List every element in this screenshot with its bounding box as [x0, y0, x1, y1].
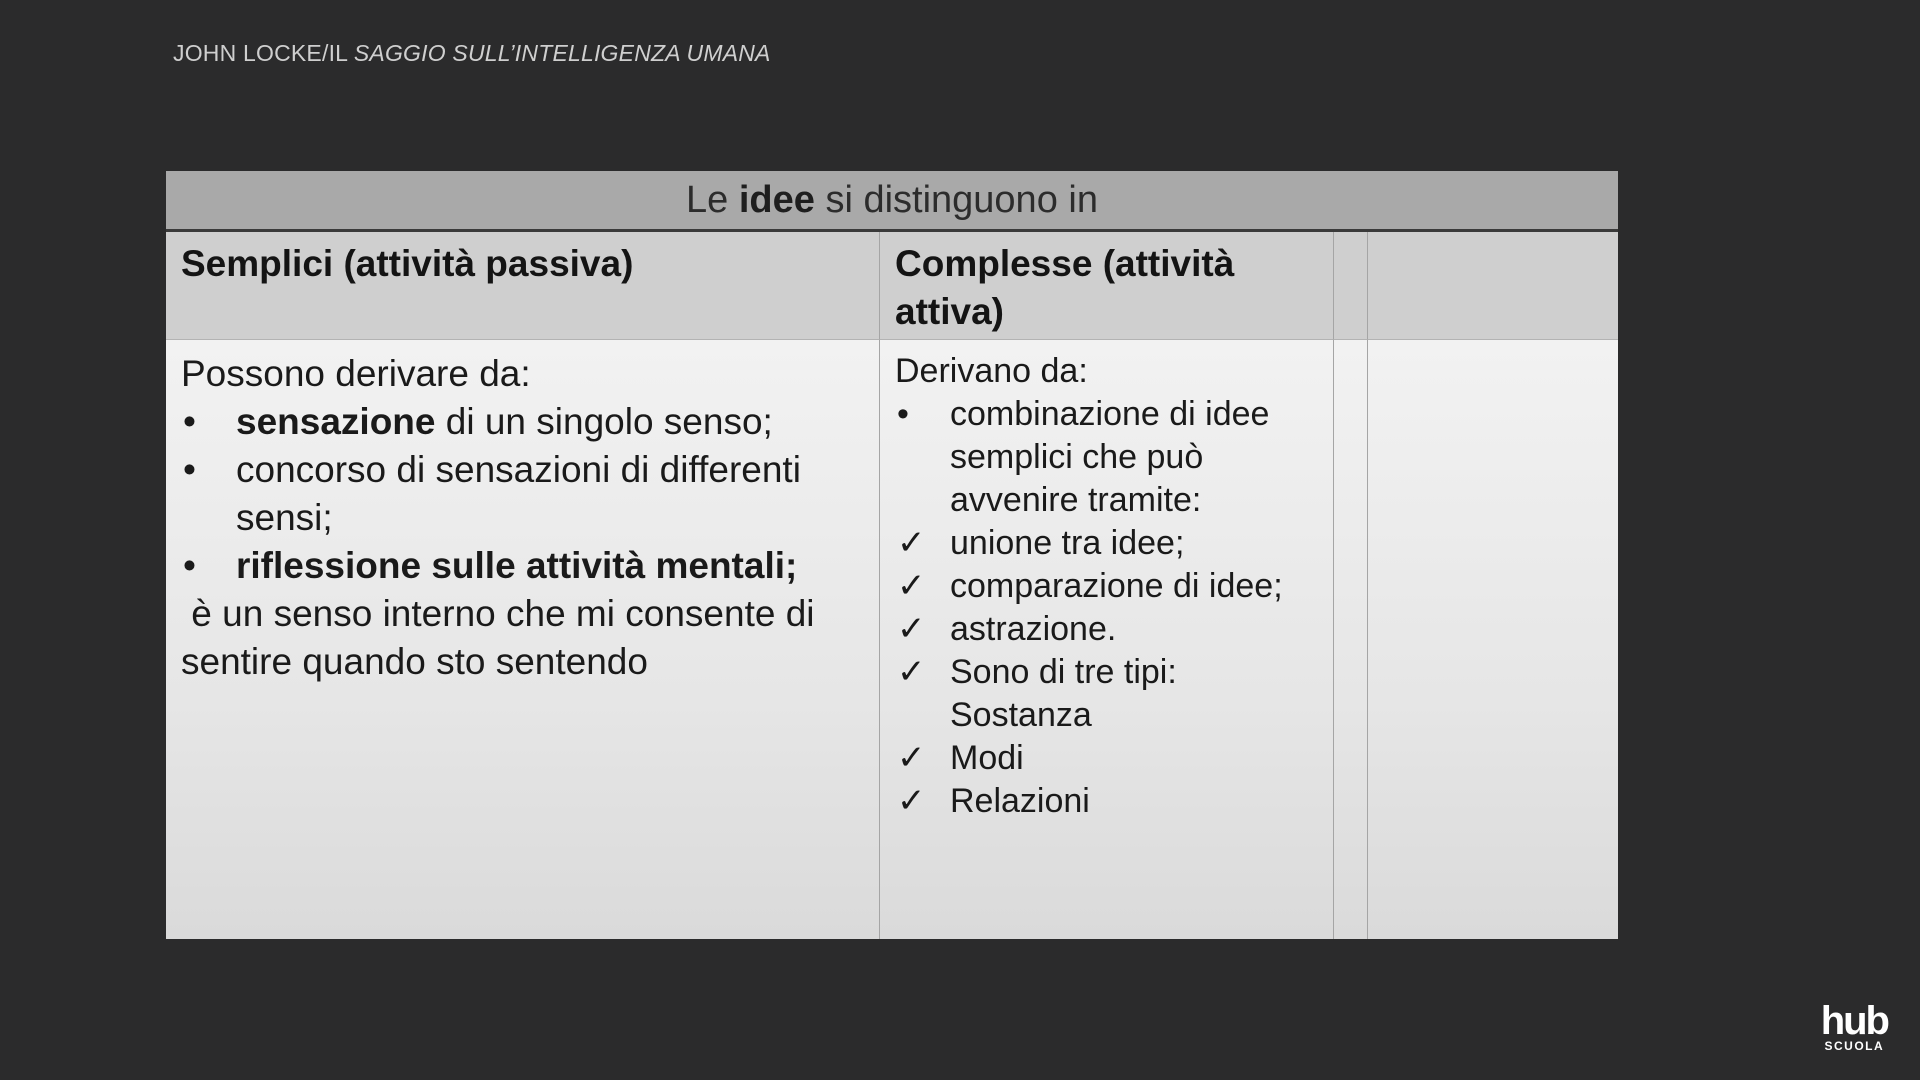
list-item: [895, 608, 1325, 651]
bullet-marker: •: [183, 401, 196, 442]
list-item: [181, 398, 869, 446]
list-item: [181, 446, 869, 542]
check-text: comparazione di idee;: [950, 567, 1283, 605]
check-text: unione tra idee;: [950, 524, 1185, 562]
table-grid: [166, 232, 1618, 939]
col4-header: [1368, 232, 1618, 340]
col4-body: [1368, 340, 1618, 939]
logo-sub: SCUOLA: [1824, 1039, 1885, 1053]
col3-body: [1334, 340, 1368, 939]
bullet-text: concorso di sensazioni di differenti sensi;: [236, 449, 801, 538]
breadcrumb-prefix: JOHN LOCKE/IL: [173, 40, 354, 66]
bullet-bold: riflessione sulle attività mentali;: [236, 545, 798, 586]
bullet-bold: sensazione: [236, 401, 436, 442]
check-icon: ✓: [897, 739, 926, 777]
logo-main: hub: [1820, 999, 1888, 1043]
check-text: astrazione.: [950, 610, 1117, 648]
col3-header: [1334, 232, 1368, 340]
list-item: [895, 522, 1325, 565]
title-pre: Le: [686, 178, 739, 221]
bullet-marker: •: [897, 395, 909, 433]
bullet-text: combinazione di idee semplici che può avvenire tramite:: [950, 395, 1270, 519]
check-icon: ✓: [897, 567, 926, 605]
title-post: si distinguono in: [814, 178, 1098, 221]
table-title: [166, 171, 1618, 232]
breadcrumb: [173, 40, 771, 67]
list-item: [895, 780, 1325, 823]
col1-trailing: è un senso interno che mi consente di sentire quando sto sentendo: [181, 593, 825, 682]
col1-intro: Possono derivare da:: [181, 353, 531, 394]
list-item: [895, 565, 1325, 608]
list-item: [895, 651, 1325, 737]
bullet-marker: •: [183, 449, 196, 490]
check-text: Modi: [950, 739, 1024, 777]
title-bold: idee: [738, 178, 815, 221]
col2-intro: Derivano da:: [895, 352, 1088, 390]
hub-scuola-logo: [1820, 999, 1888, 1053]
bullet-text: di un singolo senso;: [435, 401, 773, 442]
check-text: Relazioni: [950, 782, 1090, 820]
list-item: [895, 737, 1325, 780]
bullet-marker: •: [183, 545, 196, 586]
breadcrumb-italic: SAGGIO SULL’INTELLIGENZA UMANA: [353, 40, 771, 66]
check-text: Sono di tre tipi: Sostanza: [950, 653, 1177, 734]
check-icon: ✓: [897, 610, 926, 648]
col1-body: [166, 340, 880, 939]
check-icon: ✓: [897, 524, 926, 562]
col2-body: [880, 340, 1334, 939]
col1-header: Semplici (attività passiva): [166, 232, 880, 340]
ideas-table: [166, 171, 1618, 942]
check-icon: ✓: [897, 782, 926, 820]
check-icon: ✓: [897, 653, 926, 691]
list-item: [895, 393, 1325, 522]
list-item: [181, 542, 869, 590]
col2-header: Complesse (attività attiva): [880, 232, 1334, 340]
